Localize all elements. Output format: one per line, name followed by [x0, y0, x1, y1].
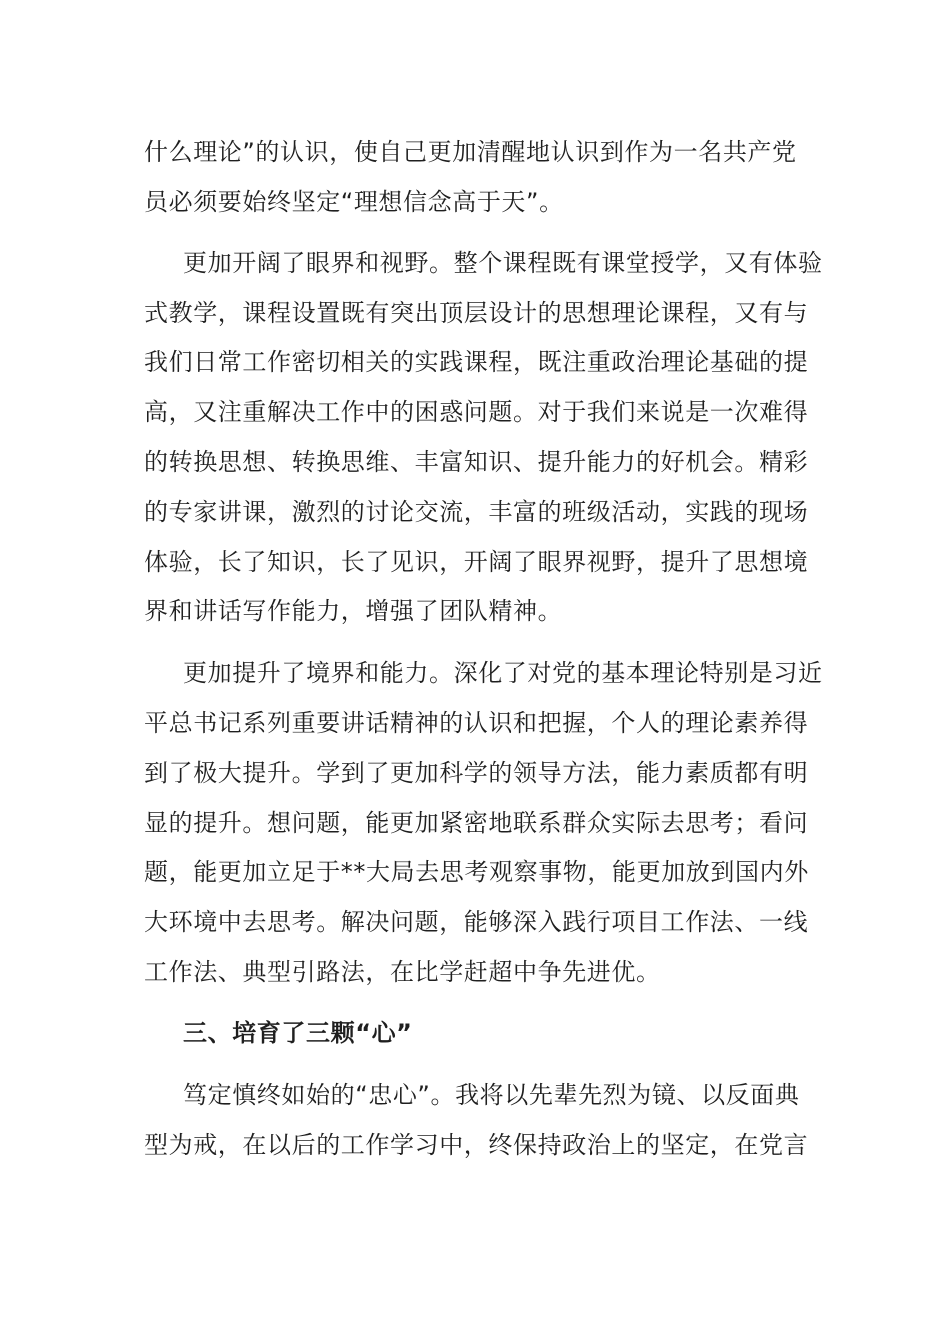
paragraph-line: 体验，长了知识，长了见识，开阔了眼界视野，提升了思想境 — [144, 548, 809, 576]
paragraph-line: 大环境中去思考。解决问题，能够深入践行项目工作法、一线 — [144, 908, 809, 936]
paragraph-line: 的专家讲课，激烈的讨论交流，丰富的班级活动，实践的现场 — [144, 498, 809, 526]
paragraph-line: 题，能更加立足于**大局去思考观察事物，能更加放到国内外 — [144, 858, 809, 886]
paragraph-line: 员必须要始终坚定“理想信念高于天”。 — [144, 188, 564, 216]
paragraph-line: 什么理论”的认识，使自己更加清醒地认识到作为一名共产党 — [144, 138, 797, 166]
paragraph-line: 笃定慎终如始的“忠心”。我将以先辈先烈为镜、以反面典 — [183, 1081, 800, 1109]
paragraph-line: 工作法、典型引路法，在比学赶超中争先进优。 — [144, 958, 661, 986]
paragraph-line: 型为戒，在以后的工作学习中，终保持政治上的坚定，在党言 — [144, 1131, 809, 1159]
section-heading: 三、培育了三颗“心” — [183, 1019, 413, 1047]
paragraph-line: 式教学，课程设置既有突出顶层设计的思想理论课程，又有与 — [144, 299, 809, 327]
paragraph-line: 高，又注重解决工作中的困惑问题。对于我们来说是一次难得 — [144, 398, 809, 426]
paragraph-line: 界和讲话写作能力，增强了团队精神。 — [144, 597, 563, 625]
paragraph-line: 显的提升。想问题，能更加紧密地联系群众实际去思考；看问 — [144, 809, 809, 837]
paragraph-line: 更加提升了境界和能力。深化了对党的基本理论特别是习近 — [183, 659, 823, 687]
paragraph-line: 的转换思想、转换思维、丰富知识、提升能力的好机会。精彩 — [144, 448, 809, 476]
paragraph-line: 更加开阔了眼界和视野。整个课程既有课堂授学，又有体验 — [183, 249, 823, 277]
paragraph-line: 到了极大提升。学到了更加科学的领导方法，能力素质都有明 — [144, 759, 809, 787]
paragraph-line: 我们日常工作密切相关的实践课程，既注重政治理论基础的提 — [144, 348, 809, 376]
paragraph-line: 平总书记系列重要讲话精神的认识和把握，个人的理论素养得 — [144, 709, 809, 737]
